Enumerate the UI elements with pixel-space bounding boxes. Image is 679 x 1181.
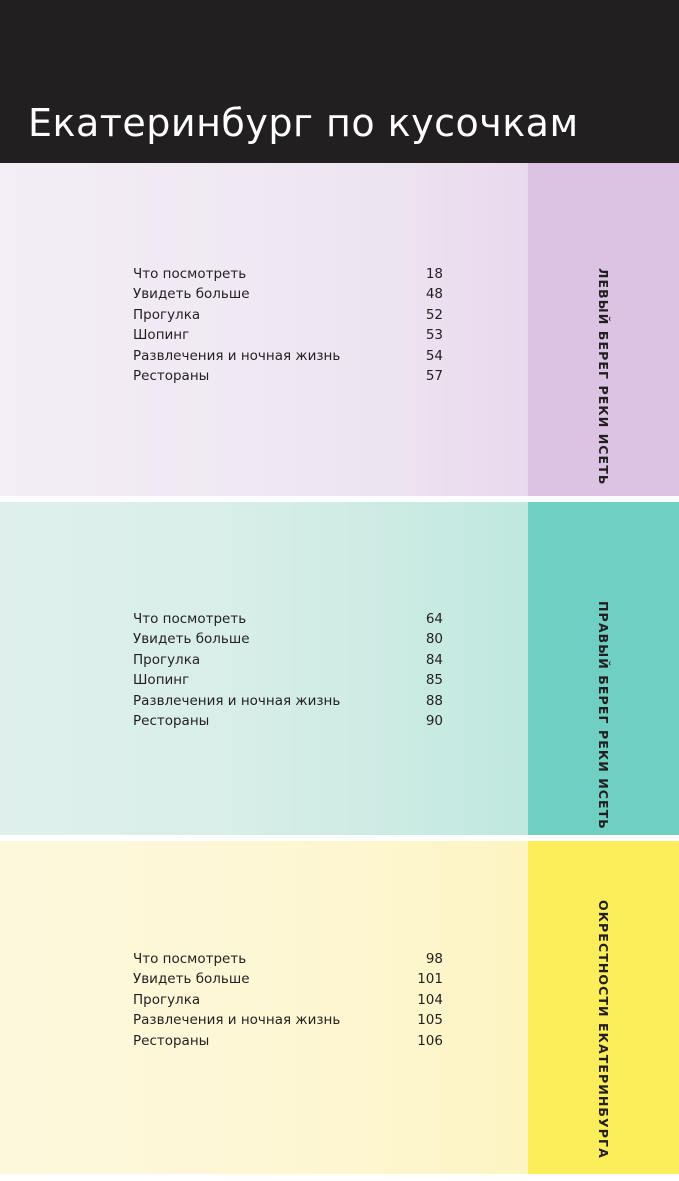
toc-entry-page: 90 <box>425 712 443 729</box>
toc-entry[interactable] <box>133 969 443 989</box>
page-header <box>0 0 679 163</box>
section-content-area <box>0 502 528 835</box>
toc-entry-page: 57 <box>425 367 443 384</box>
toc-entry-page: 105 <box>417 1012 443 1029</box>
toc-entry[interactable] <box>133 949 443 969</box>
toc-list-left-bank <box>133 264 443 386</box>
section-tab-label: ЛЕВЫЙ БЕРЕГ РЕКИ ИСЕТЬ <box>596 267 611 486</box>
toc-entry[interactable] <box>133 346 443 366</box>
toc-entry-title: Прогулка <box>133 306 201 323</box>
toc-entry-title: Прогулка <box>133 991 201 1008</box>
section-content-area <box>0 841 528 1174</box>
toc-entry-page: 80 <box>425 631 443 648</box>
toc-entry-title: Увидеть больше <box>133 286 250 303</box>
section-right-bank <box>0 502 679 835</box>
toc-entry[interactable] <box>133 629 443 649</box>
toc-entry-page: 48 <box>425 286 443 303</box>
section-left-bank <box>0 163 679 496</box>
section-tab-left-bank[interactable] <box>528 163 679 496</box>
toc-entry-title: Развлечения и ночная жизнь <box>133 1012 341 1029</box>
toc-entry-page: 101 <box>417 971 443 988</box>
toc-entry-page: 98 <box>425 951 443 967</box>
toc-entry[interactable] <box>133 691 443 711</box>
section-tab-label: ПРАВЫЙ БЕРЕГ РЕКИ ИСЕТЬ <box>596 601 611 830</box>
section-content-area <box>0 163 528 496</box>
toc-entry[interactable] <box>133 711 443 731</box>
toc-entry-title: Рестораны <box>133 367 210 384</box>
toc-list-surroundings <box>133 949 443 1051</box>
section-surroundings <box>0 841 679 1174</box>
toc-entry-page: 84 <box>425 651 443 668</box>
toc-entry-title: Что посмотреть <box>133 611 247 627</box>
page-title: Екатеринбург по кусочкам <box>28 101 579 145</box>
toc-entry-page: 54 <box>425 347 443 364</box>
toc-entry-title: Шопинг <box>133 327 190 344</box>
toc-entry-title: Развлечения и ночная жизнь <box>133 692 341 709</box>
toc-entry-page: 88 <box>425 692 443 709</box>
toc-entry[interactable] <box>133 305 443 325</box>
toc-entry[interactable] <box>133 264 443 284</box>
section-tab-surroundings[interactable] <box>528 841 679 1174</box>
toc-entry-title: Что посмотреть <box>133 266 247 282</box>
toc-entry-title: Что посмотреть <box>133 951 247 967</box>
toc-entry-title: Развлечения и ночная жизнь <box>133 347 341 364</box>
toc-entry-title: Увидеть больше <box>133 971 250 988</box>
toc-entry[interactable] <box>133 990 443 1010</box>
toc-entry-title: Шопинг <box>133 672 190 689</box>
toc-entry[interactable] <box>133 284 443 304</box>
toc-entry-page: 53 <box>425 327 443 344</box>
toc-entry[interactable] <box>133 609 443 629</box>
toc-entry[interactable] <box>133 1031 443 1051</box>
toc-entry-page: 106 <box>417 1032 443 1049</box>
section-tab-right-bank[interactable] <box>528 502 679 835</box>
toc-entry-page: 18 <box>425 266 443 282</box>
toc-entry-title: Прогулка <box>133 651 201 668</box>
toc-entry-page: 104 <box>417 991 443 1008</box>
toc-entry-title: Рестораны <box>133 712 210 729</box>
toc-entry-title: Рестораны <box>133 1032 210 1049</box>
toc-entry[interactable] <box>133 650 443 670</box>
toc-entry-page: 85 <box>425 672 443 689</box>
toc-entry[interactable] <box>133 1010 443 1030</box>
section-tab-label: ОКРЕСТНОСТИ ЕКАТЕРИНБУРГА <box>596 900 611 1159</box>
toc-entry[interactable] <box>133 670 443 690</box>
page-bottom-margin <box>0 1174 679 1181</box>
toc-entry[interactable] <box>133 325 443 345</box>
toc-entry-title: Увидеть больше <box>133 631 250 648</box>
toc-entry[interactable] <box>133 366 443 386</box>
toc-list-right-bank <box>133 609 443 731</box>
toc-entry-page: 64 <box>425 611 443 627</box>
toc-entry-page: 52 <box>425 306 443 323</box>
